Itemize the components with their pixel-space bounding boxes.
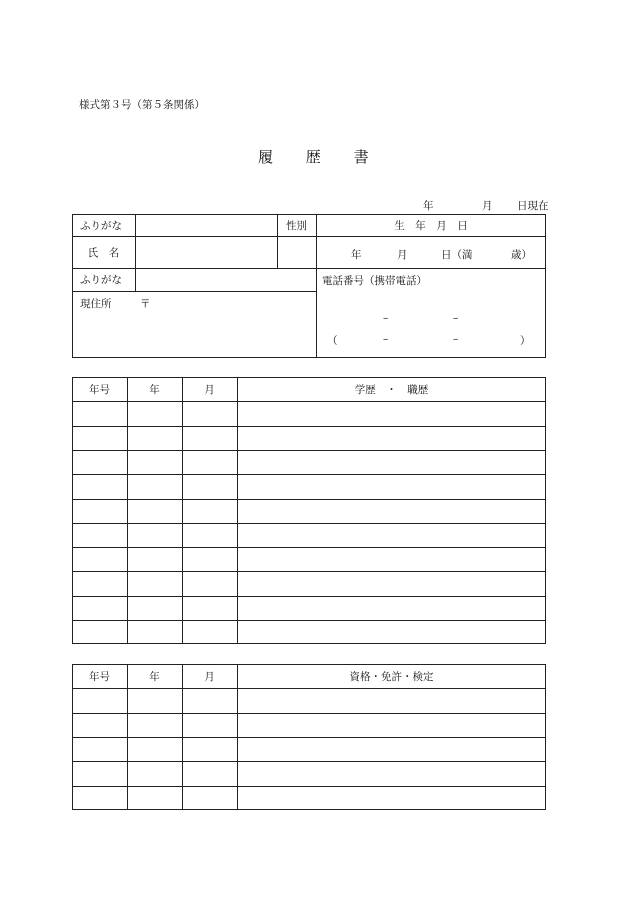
license-era-field[interactable] [73, 787, 127, 810]
history-year-field[interactable] [128, 475, 182, 498]
history-year-field[interactable] [128, 548, 182, 571]
license-year-field[interactable] [128, 787, 182, 810]
furigana-field[interactable] [136, 215, 276, 236]
history-month-field[interactable] [183, 451, 237, 474]
history-month-field[interactable] [183, 597, 237, 620]
title-char-3: 書 [353, 148, 369, 166]
license-description-field[interactable] [238, 762, 546, 785]
history-header-0: 年号 [89, 383, 110, 396]
date-day-label: 日現在 [517, 200, 549, 212]
history-month-field[interactable] [183, 500, 237, 523]
birthdate-field[interactable] [317, 237, 545, 268]
history-era-field[interactable] [73, 451, 127, 474]
history-era-field[interactable] [73, 548, 127, 571]
gender-label: 性別 [286, 219, 307, 232]
address-label: 現住所 [80, 298, 112, 310]
history-month-field[interactable] [183, 427, 237, 450]
history-year-field[interactable] [128, 500, 182, 523]
birth-day-age-label: 日（満 [441, 249, 473, 261]
license-header-0: 年号 [89, 670, 110, 683]
license-header-1: 年 [149, 670, 160, 683]
birth-header: 生 年 月 日 [394, 219, 468, 232]
license-year-field[interactable] [128, 714, 182, 737]
license-era-field[interactable] [73, 714, 127, 737]
license-month-field[interactable] [183, 762, 237, 785]
license-description-field[interactable] [238, 787, 546, 810]
name-field[interactable] [136, 237, 276, 268]
furigana-address-field[interactable] [136, 269, 316, 291]
history-description-field[interactable] [238, 451, 546, 474]
history-month-field[interactable] [183, 621, 237, 644]
birth-month-label: 月 [397, 249, 408, 261]
form-number: 様式第３号（第５条関係） [79, 99, 205, 111]
paren-close: ） [520, 335, 531, 347]
history-month-field[interactable] [183, 524, 237, 547]
license-era-field[interactable] [73, 762, 127, 785]
paren-open: （ [327, 335, 338, 347]
title-char-1: 履 [258, 148, 274, 166]
phone-dash-1: – [383, 312, 389, 324]
history-description-field[interactable] [238, 597, 546, 620]
history-month-field[interactable] [183, 475, 237, 498]
history-description-field[interactable] [238, 621, 546, 644]
history-header-1: 年 [149, 383, 160, 396]
license-month-field[interactable] [183, 787, 237, 810]
birth-year-label: 年 [351, 249, 362, 261]
phone-label: 電話番号（携帯電話） [322, 275, 427, 287]
license-header-3: 資格・免許・検定 [349, 670, 434, 683]
birth-age-suffix: 歳） [511, 249, 532, 261]
furigana-address-label: ふりがな [80, 274, 122, 286]
history-era-field[interactable] [73, 524, 127, 547]
address-field[interactable] [73, 292, 316, 357]
history-year-field[interactable] [128, 572, 182, 595]
license-description-field[interactable] [238, 738, 546, 761]
history-month-field[interactable] [183, 548, 237, 571]
history-year-field[interactable] [128, 597, 182, 620]
history-description-field[interactable] [238, 427, 546, 450]
history-year-field[interactable] [128, 427, 182, 450]
furigana-label: ふりがな [80, 219, 122, 232]
phone-dash-2: – [453, 312, 459, 324]
license-month-field[interactable] [183, 738, 237, 761]
history-description-field[interactable] [238, 475, 546, 498]
phone-dash-4: – [453, 333, 459, 345]
gender-field[interactable] [278, 237, 316, 268]
history-month-field[interactable] [183, 402, 237, 425]
date-day-field[interactable] [495, 195, 515, 211]
license-header-2: 月 [204, 670, 215, 683]
license-year-field[interactable] [128, 762, 182, 785]
phone-field[interactable] [317, 292, 545, 357]
page-title [258, 146, 369, 167]
history-era-field[interactable] [73, 572, 127, 595]
history-era-field[interactable] [73, 500, 127, 523]
history-header-2: 月 [204, 383, 215, 396]
history-year-field[interactable] [128, 621, 182, 644]
history-description-field[interactable] [238, 500, 546, 523]
phone-dash-3: – [383, 333, 389, 345]
history-era-field[interactable] [73, 402, 127, 425]
history-year-field[interactable] [128, 402, 182, 425]
history-era-field[interactable] [73, 597, 127, 620]
license-era-field[interactable] [73, 738, 127, 761]
license-month-field[interactable] [183, 714, 237, 737]
history-year-field[interactable] [128, 524, 182, 547]
name-label: 氏 名 [87, 246, 120, 259]
title-char-2: 歴 [305, 148, 321, 166]
license-description-field[interactable] [238, 714, 546, 737]
history-year-field[interactable] [128, 451, 182, 474]
date-month-label: 月 [482, 200, 493, 212]
date-year-label: 年 [423, 200, 434, 212]
license-era-field[interactable] [73, 689, 127, 712]
history-description-field[interactable] [238, 402, 546, 425]
history-header-3: 学歴 ・ 職歴 [354, 383, 429, 396]
history-month-field[interactable] [183, 572, 237, 595]
date-month-field[interactable] [436, 195, 478, 211]
license-year-field[interactable] [128, 738, 182, 761]
postal-mark: 〒 [140, 298, 151, 310]
history-era-field[interactable] [73, 621, 127, 644]
history-description-field[interactable] [238, 548, 546, 571]
license-description-field[interactable] [238, 689, 546, 712]
history-description-field[interactable] [238, 572, 546, 595]
license-year-field[interactable] [128, 689, 182, 712]
history-era-field[interactable] [73, 475, 127, 498]
history-description-field[interactable] [238, 524, 546, 547]
license-month-field[interactable] [183, 689, 237, 712]
history-era-field[interactable] [73, 427, 127, 450]
